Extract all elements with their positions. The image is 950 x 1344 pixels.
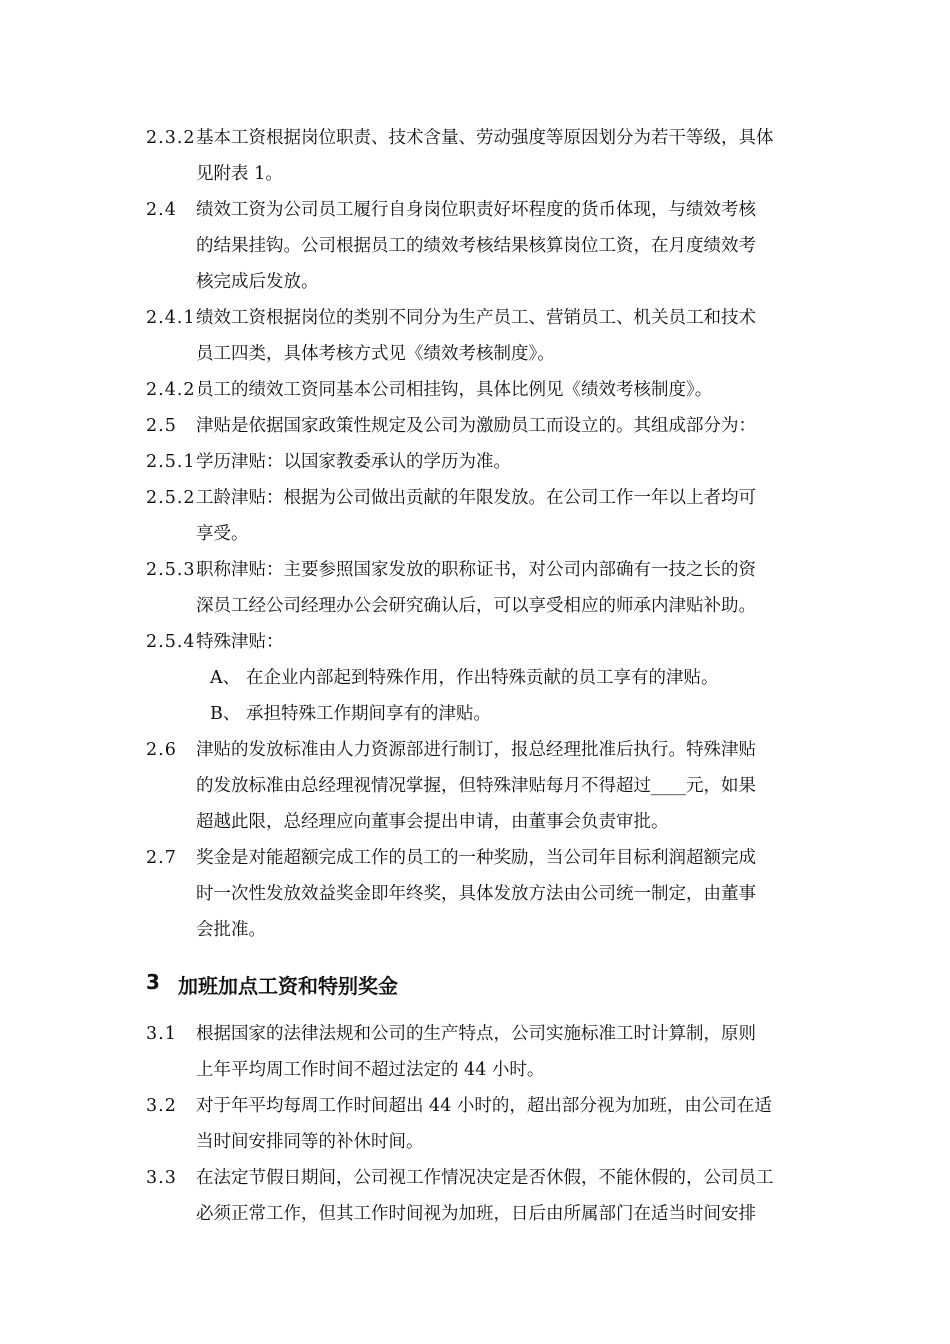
clause-text: 特殊津贴： [196,632,284,652]
clause-number: 3.3 [146,1168,177,1188]
clause-number: 3.2 [146,1096,177,1116]
clause-text: 绩效工资根据岗位的类别不同分为生产员工、营销员工、机关员工和技术 [196,308,756,328]
clause-number: 2.7 [146,848,177,868]
clause-text: 基本工资根据岗位职责、技术含量、劳动强度等原因划分为若干等级，具体 [196,128,774,148]
clause-number: 2.6 [146,740,177,760]
clause-text: 津贴的发放标准由人力资源部进行制订，报总经理批准后执行。特殊津贴 [196,740,756,760]
clause-text: 学历津贴：以国家教委承认的学历为准。 [196,452,511,472]
clause-text: 当时间安排同等的补休时间。 [196,1132,424,1152]
clause-text: 员工四类，具体考核方式见《绩效考核制度》。 [196,344,555,364]
clause-text: 时一次性发放效益奖金即年终奖，具体发放方法由公司统一制定，由董事 [196,884,756,904]
list-item-text: 承担特殊工作期间享有的津贴。 [246,704,491,724]
clause-text: 会批准。 [196,920,266,940]
clause-number: 2.5.4 [146,632,196,652]
clause-text: 在法定节假日期间，公司视工作情况决定是否休假，不能休假的，公司员工 [196,1168,774,1188]
clause-text: 工龄津贴：根据为公司做出贡献的年限发放。在公司工作一年以上者均可 [196,488,756,508]
clause-text: 的发放标准由总经理视情况掌握，但特殊津贴每月不得超过____元，如果 [196,776,756,796]
clause-text: 超越此限，总经理应向董事会提出申请，由董事会负责审批。 [196,812,669,832]
clause-text: 员工的绩效工资同基本公司相挂钩，具体比例见《绩效考核制度》。 [196,380,713,400]
clause-number: 2.4 [146,200,177,220]
clause-number: 2.3.2 [146,128,196,148]
clause-text: 绩效工资为公司员工履行自身岗位职责好坏程度的货币体现，与绩效考核 [196,200,756,220]
section-title: 加班加点工资和特别奖金 [178,974,398,998]
list-bullet: A、 [210,668,241,688]
clause-text: 根据国家的法律法规和公司的生产特点，公司实施标准工时计算制，原则 [196,1024,756,1044]
clause-number: 2.5.1 [146,452,196,472]
clause-number: 2.4.1 [146,308,196,328]
clause-text: 必须正常工作，但其工作时间视为加班，日后由所属部门在适当时间安排 [196,1204,756,1224]
clause-text: 享受。 [196,524,249,544]
clause-text: 奖金是对能超额完成工作的员工的一种奖励，当公司年目标利润超额完成 [196,848,756,868]
clause-text: 津贴是依据国家政策性规定及公司为激励员工而设立的。其组成部分为： [196,416,756,436]
clause-number: 3.1 [146,1024,177,1044]
clause-text: 深员工经公司经理办公会研究确认后，可以享受相应的师承内津贴补助。 [196,596,756,616]
clause-text: 见附表 1。 [196,164,283,184]
clause-text: 核完成后发放。 [196,272,319,292]
clause-text: 上年平均周工作时间不超过法定的 44 小时。 [196,1060,545,1080]
clause-number: 2.5.3 [146,560,196,580]
section-number: 3 [146,970,160,994]
clause-number: 2.5.2 [146,488,196,508]
clause-text: 职称津贴：主要参照国家发放的职称证书，对公司内部确有一技之长的资 [196,560,756,580]
clause-text: 的结果挂钩。公司根据员工的绩效考核结果核算岗位工资，在月度绩效考 [196,236,756,256]
clause-number: 2.4.2 [146,380,196,400]
list-item-text: 在企业内部起到特殊作用，作出特殊贡献的员工享有的津贴。 [246,668,719,688]
clause-number: 2.5 [146,416,177,436]
clause-text: 对于年平均每周工作时间超出 44 小时的，超出部分视为加班，由公司在适 [196,1096,772,1116]
list-bullet: B、 [210,704,241,724]
